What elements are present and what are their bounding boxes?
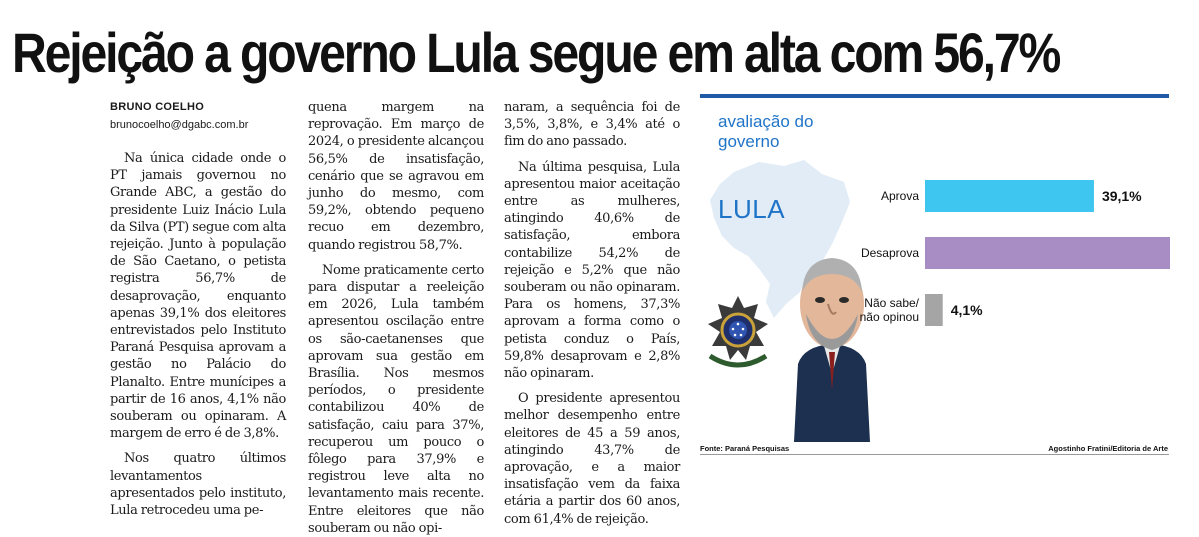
bar-value-label: 4,1% xyxy=(950,302,983,318)
paragraph: naram, a sequência foi de 3,5%, 3,8%, e 3,4% até o fim do ano passado. xyxy=(504,100,680,150)
map-label: LULA xyxy=(718,194,786,224)
graphic-bottom-rule xyxy=(700,454,1169,455)
bar-2 xyxy=(925,294,943,326)
paragraph: O presidente apresentou melhor desempenho entre eleitores de 45 a 59 anos, atingindo 43,7% de aprovação, e a maior insatisfação vem da faixa etária a partir dos 60 anos, com 61,4% de rejeição. xyxy=(504,391,680,527)
paragraph: Na única cidade onde o PT jamais governou no Grande ABC, a gestão do presidente Luiz Inácio Lula da Silva (PT) segue com alta rejeição. Junto à população de São Caetano, o petista registra 56,7% de desaprovação, enquanto apenas 39,1% dos eleitores entrevistados pelo Instituto Paraná Pesquisa aprovam a gestão no Palácio do Planalto. Entre munícipes a partir de 16 anos, 4,1% não souberam ou opinaram. A margem de erro é de 3,8%. xyxy=(110,151,286,442)
approval-bar-chart xyxy=(700,172,1170,372)
infographic xyxy=(700,94,1170,464)
article-column-1 xyxy=(110,150,286,519)
bar-value-label: 39,1% xyxy=(1101,188,1142,204)
paragraph: Nos quatro últimos levantamentos apresentados pelo instituto, Lula retrocedeu uma pe- xyxy=(110,451,286,519)
paragraph: quena margem na reprovação. Em março de 2024, o presidente alcançou 56,5% de insatisfação, cenário que se agravou em junho do mesmo, com 59,2%, obtendo pequeno recuo em dezembro, quando registrou 58,7%. xyxy=(308,100,484,253)
bar-category-label: Aprova xyxy=(880,189,919,203)
bar-category-label: Não sabe/ não opinou xyxy=(859,296,919,324)
headline: Rejeição a governo Lula segue em alta com 56,7% xyxy=(12,21,1060,84)
art-credit: Agostinho Fratini/Editoria de Arte xyxy=(1048,444,1168,453)
article-column-2 xyxy=(308,99,484,537)
bar-0 xyxy=(925,180,1094,212)
graphic-title: avaliação do governo xyxy=(718,112,814,151)
graphic-top-rule xyxy=(700,94,1169,98)
bar-1 xyxy=(925,237,1170,269)
source-note: Fonte: Paraná Pesquisas xyxy=(700,444,790,453)
bar-category-label: Desaprova xyxy=(860,246,919,260)
article-column-3 xyxy=(504,99,680,528)
paragraph: Nome praticamente certo para disputar a reeleição em 2026, Lula também apresentou oscilação entre os são-caetanenses que aprovam sua gestão em Brasília. Nos mesmos períodos, o presidente contabilizou 40% de satisfação, caiu para 37%, recuperou um pouco o fôlego para 37,9% e registrou leve alta no levantamento mais recente. Entre eleitores que não souberam ou não opi- xyxy=(308,262,484,536)
byline-email[interactable]: brunocoelho@dgabc.com.br xyxy=(110,119,249,131)
paragraph: Na última pesquisa, Lula apresentou maior aceitação entre as mulheres, atingindo 40,6% de satisfação, embora contabilize 54,2% de rejeição e 5,2% que não souberam ou não opinaram. Para os homens, 37,3% aprovam a forma como o petista conduz o País, 59,8% desaprovam e 2,8% não opinaram. xyxy=(504,159,680,382)
byline-author: BRUNO COELHO xyxy=(110,101,205,113)
